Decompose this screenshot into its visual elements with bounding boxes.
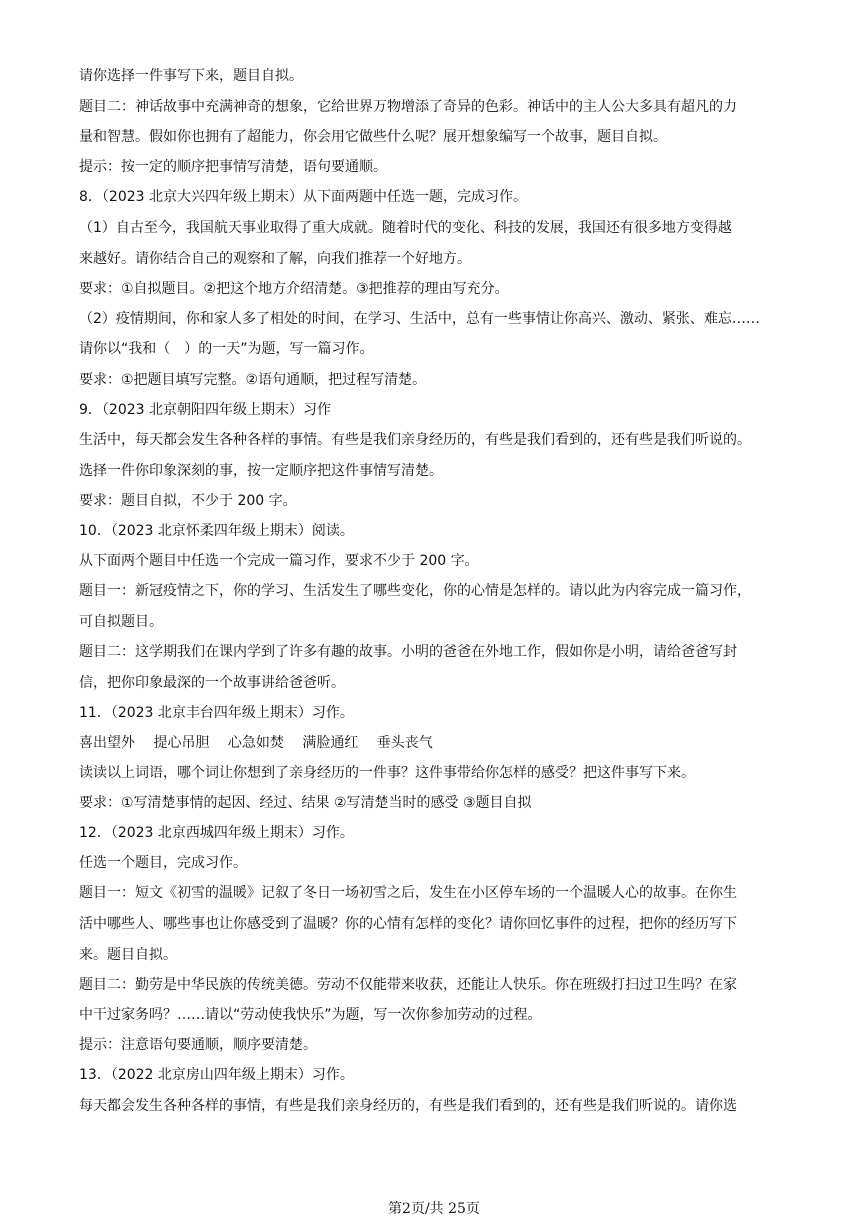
text-line: 来。题目自拟。 (79, 947, 177, 963)
text-line: 信，把你印象最深的一个故事讲给爸爸听。 (79, 675, 345, 691)
text-line: 从下面两个题目中任选一个完成一篇习作，要求不少于 200 字。 (79, 553, 479, 569)
text-line: 题目二：神话故事中充满神奇的想象，它给世界万物增添了奇异的色彩。神话中的主人公大多具有超凡的力 (79, 99, 737, 115)
text-line: 读读以上词语，哪个词让你想到了亲身经历的一件事？这件事带给你怎样的感受？把这件事写下来。 (79, 765, 695, 781)
text-line: 要求：题目自拟，不少于 200 字。 (79, 493, 297, 509)
text-line: 10．（2023 北京怀柔四年级上期末）阅读。 (79, 523, 354, 539)
text-line: 活中哪些人、哪些事也让你感受到了温暖？你的心情有怎样的变化？请你回忆事件的过程，把你的经历写下 (79, 916, 737, 932)
text-line: 请你选择一件事写下来，题目自拟。 (79, 68, 303, 84)
text-line: 任选一个题目，完成习作。 (79, 855, 247, 871)
text-line: 要求：①自拟题目。②把这个地方介绍清楚。③把推荐的理由写充分。 (79, 281, 509, 297)
text-line: 题目二：勤劳是中华民族的传统美德。劳动不仅能带来收获，还能让人快乐。你在班级打扫过卫生吗？在家 (79, 977, 737, 993)
text-line: （1）自古至今，我国航天事业取得了重大成就。随着时代的变化、科技的发展，我国还有很多地方变得越 (79, 220, 732, 236)
text-line: 量和智慧。假如你也拥有了超能力，你会用它做些什么呢？展开想象编写一个故事，题目自拟。 (79, 129, 667, 145)
text-line: 中干过家务吗？……请以“劳动使我快乐”为题，写一次你参加劳动的过程。 (79, 1007, 542, 1023)
text-line: 提示：按一定的顺序把事情写清楚，语句要通顺。 (79, 159, 387, 175)
text-line: 11．（2023 北京丰台四年级上期末）习作。 (79, 705, 354, 721)
text-line: 9．（2023 北京朝阳四年级上期末）习作 (79, 402, 331, 418)
text-line: 题目二：这学期我们在课内学到了许多有趣的故事。小明的爸爸在外地工作，假如你是小明，请给爸爸写封 (79, 644, 737, 660)
text-line: 请你以“我和（ ）的一天”为题，写一篇习作。 (79, 341, 374, 357)
text-line: 来越好。请你结合自己的观察和了解，向我们推荐一个好地方。 (79, 251, 471, 267)
text-line: 要求：①写清楚事情的起因、经过、结果 ②写清楚当时的感受 ③题目自拟 (79, 795, 532, 811)
text-line: 选择一件你印象深刻的事，按一定顺序把这件事情写清楚。 (79, 463, 443, 479)
text-line: 提示：注意语句要通顺，顺序要清楚。 (79, 1037, 317, 1053)
text-line: 可自拟题目。 (79, 614, 163, 630)
text-line: 题目一：新冠疫情之下，你的学习、生活发生了哪些变化，你的心情是怎样的。请以此为内容完成一篇习作， (79, 583, 751, 599)
page-footer: 第2页/共 25页 (388, 1201, 480, 1217)
text-line: 要求：①把题目填写完整。②语句通顺，把过程写清楚。 (79, 372, 427, 388)
text-line: （2）疫情期间，你和家人多了相处的时间，在学习、生活中，总有一些事情让你高兴、激动、紧张、难忘…… (79, 311, 760, 327)
text-line: 生活中，每天都会发生各种各样的事情。有些是我们亲身经历的，有些是我们看到的，还有些是我们听说的。 (79, 432, 751, 448)
text-line: 题目一：短文《初雪的温暖》记叙了冬日一场初雪之后，发生在小区停车场的一个温暖人心的故事。在你生 (79, 885, 737, 901)
text-line: 喜出望外 提心吊胆 心急如焚 满脸通红 垂头丧气 (79, 735, 433, 751)
text-line: 12．（2023 北京西城四年级上期末）习作。 (79, 825, 354, 841)
text-line: 每天都会发生各种各样的事情，有些是我们亲身经历的，有些是我们看到的，还有些是我们听说的。请你选 (79, 1098, 737, 1114)
text-line: 13．（2022 北京房山四年级上期末）习作。 (79, 1067, 354, 1083)
text-line: 8．（2023 北京大兴四年级上期末）从下面两题中任选一题，完成习作。 (79, 189, 527, 205)
